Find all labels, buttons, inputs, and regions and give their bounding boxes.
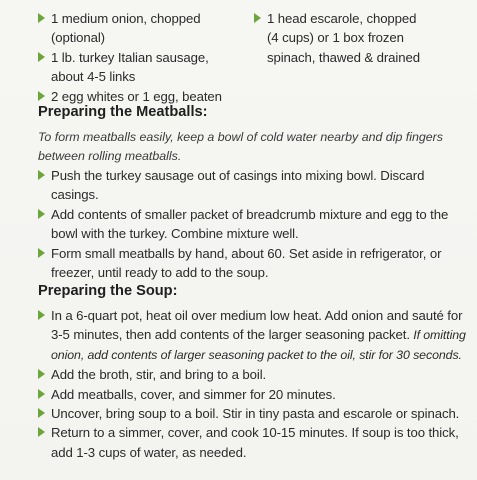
soup-section-title: Preparing the Soup: [38, 283, 178, 299]
bullet-arrow-icon [38, 408, 45, 418]
bullet-arrow-icon [38, 427, 45, 437]
ingredient-item: 1 head escarole, chopped (4 cups) or 1 box frozen spinach, thawed & drained [253, 9, 453, 67]
step-item: Add the broth, stir, and bring to a boil. [37, 365, 473, 384]
bullet-arrow-icon [38, 248, 45, 258]
bullet-arrow-icon [38, 209, 45, 219]
soup-steps [37, 306, 473, 462]
step-item: Push the turkey sausage out of casings into mixing bowl. Discard casings. [37, 166, 473, 205]
bullet-arrow-icon [38, 389, 45, 399]
ingredient-item: 2 egg whites or 1 egg, beaten [37, 87, 257, 106]
ingredients-right [253, 9, 453, 67]
bullet-arrow-icon [38, 52, 45, 62]
ingredients-left [37, 9, 257, 106]
meatballs-steps [37, 166, 473, 282]
step-item: In a 6-quart pot, heat oil over medium low heat. Add onion and sauté for 3-5 minutes, then add contents of the larger seasoning packet. If omitting onion, add contents of larger seasoning packet to the oil, stir for 30 seconds. [37, 306, 473, 365]
step-item: Form small meatballs by hand, about 60. Set aside in refrigerator, or freezer, until ready to add to the soup. [37, 244, 473, 283]
bullet-arrow-icon [38, 91, 45, 101]
meatballs-note: To form meatballs easily, keep a bowl of cold water nearby and dip fingers between rolling meatballs. [38, 130, 443, 163]
bullet-arrow-icon [38, 170, 45, 180]
bullet-arrow-icon [38, 310, 45, 320]
step-item: Add meatballs, cover, and simmer for 20 minutes. [37, 385, 473, 404]
step-item: Uncover, bring soup to a boil. Stir in tiny pasta and escarole or spinach. [37, 404, 473, 423]
bullet-arrow-icon [38, 13, 45, 23]
bullet-arrow-icon [254, 13, 261, 23]
ingredient-item: 1 lb. turkey Italian sausage, about 4-5 links [37, 48, 257, 87]
bullet-arrow-icon [38, 369, 45, 379]
step-item: Add contents of smaller packet of breadcrumb mixture and egg to the bowl with the turkey. Combine mixture well. [37, 205, 473, 244]
ingredient-item: 1 medium onion, chopped (optional) [37, 9, 257, 48]
meatballs-section-title: Preparing the Meatballs: [38, 104, 208, 120]
step-item: Return to a simmer, cover, and cook 10-15 minutes. If soup is too thick, add 1-3 cups of water, as needed. [37, 423, 473, 462]
